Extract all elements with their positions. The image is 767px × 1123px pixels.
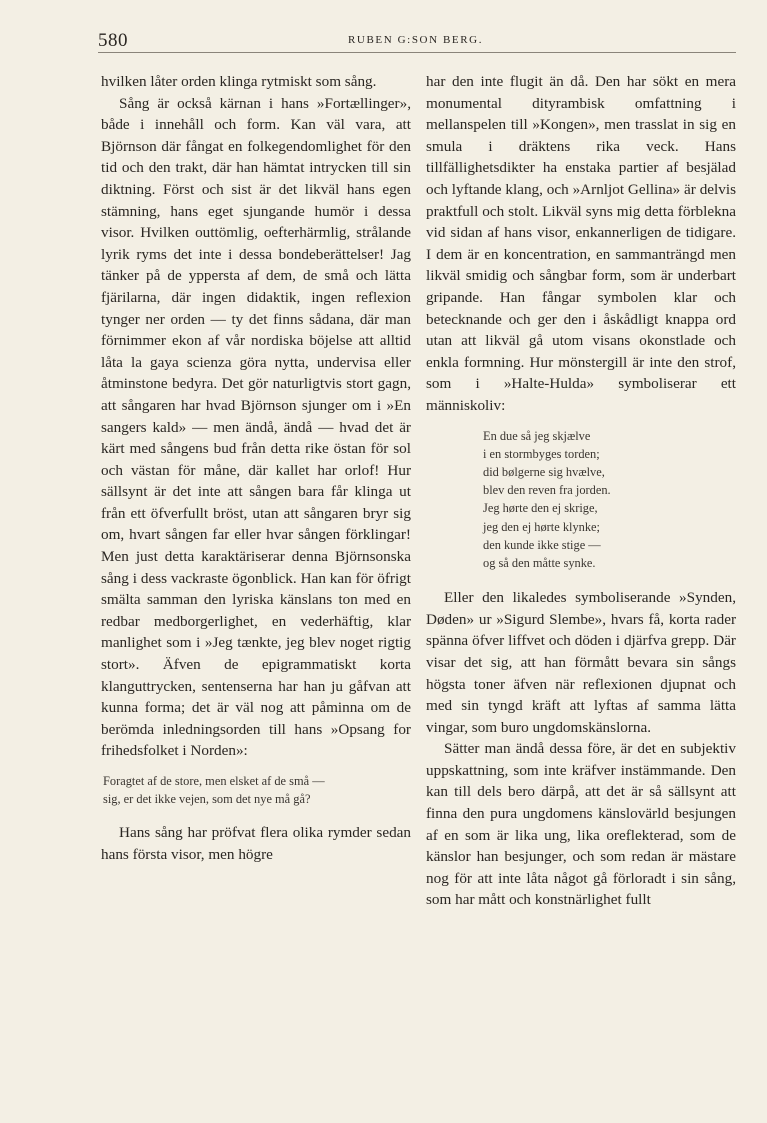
paragraph: Sång är också kärnan i hans »Fortællinger», både i innehåll och form. Kan väl vara, att Björnson där fångat en folkegendomlighet för den tid och den trakt, där han hämtat intrycken till sin diktning. Först och sist är det likväl hans egen stämning, hans eget sjungande humör i dessa visor. Hvilken outtömlig, oefterhärmlig, strålande lyrik ryms det inte i dessa bondeberättelser! Jag tänker på de yppersta af dem, de små och lätta fjärilarna, där ingen didaktik, ingen reflexion tynger ner orden — ty det finns sådana, där man förnimmer ekon af vår nordiska böjelse att alltid låta la gaya scienza göra nytta, undervisa eller åtminstone bedyra. Det gör naturligtvis stort gagn, att sångaren har hvad Björnson sjunger om i »En sangers kald» — men ändå, ändå — hvad det är kärt med sångens bud från detta rike östan för sol och västan för måne, där kallet har orlof! Hur sällsynt är det inte att sången bara får klinga ut från ett öfverfullt bröst, utan att sångaren bryr sig om, hvart sången far eller hvar sången förklingar! Men just detta karaktäriserar denna Björnsonska sång i dess vackraste ögonblick. Han kan för öfrigt smälta samman den lyriska känslans ton med en redbar medborgerlighet, en vederhäftig, klar manlighet som i »Jeg tænkte, jeg blev noget rigtig stort». Äfven de epigrammatiskt korta klanguttrycken, sentenserna har han ju gåfvan att kunna forma; det är väl nog att påminna om de berömda inledningsorden till hans »Opsang for frihedsfolket i Norden»: <box>101 94 411 760</box>
running-head: RUBEN G:SON BERG. <box>348 34 484 46</box>
poem-line: did bølgerne sig hvælve, <box>483 464 605 479</box>
poem-quote <box>483 427 736 573</box>
poem-line: i en stormbyges torden; <box>483 446 600 461</box>
paragraph: Sätter man ändå dessa före, är det en subjektiv uppskattning, som inte kräfver instämmande. Den kan till dels bero därpå, att det är så sällsynt att finna den pura ungdomens känslovärld besjungen af en som är lika ung, lika oreflekterad, som de känslor han besjunger, och som redan är mästare nog för att inte låta något gå förloradt i sin sång, som har mått och konstnärlighet fullt <box>426 740 736 909</box>
poem-line: En due så jeg skjælve <box>483 428 591 443</box>
epigram-line: Foragtet af de store, men elsket af de små — <box>103 774 325 788</box>
left-column <box>101 71 411 866</box>
paragraph: Eller den likaledes symboliserande »Synden, Døden» ur »Sigurd Slembe», hvars få, korta rader spänna öfver liffvet och döden i djärfva grepp. Där visar det sig, att han förmått bevara sin sångs högsta toner äfven när reflexionen djupnat och med sin tyngd kräft att lyftas af samma lätta vingar, som buro ungdomskänslorna. <box>426 589 736 736</box>
poem-line: Jeg hørte den ej skrige, <box>483 501 598 516</box>
paragraph: Hans sång har pröfvat flera olika rymder sedan hans första visor, men högre <box>101 824 411 863</box>
poem-line: og så den måtte synke. <box>483 555 596 570</box>
epigram-line: sig, er det ikke vejen, som det nye må gå? <box>103 792 311 807</box>
page-header <box>98 30 736 53</box>
paragraph: hvilken låter orden klinga rytmiskt som sång. <box>101 73 377 90</box>
poem-line: blev den reven fra jorden. <box>483 483 611 498</box>
right-column <box>426 71 736 911</box>
poem-line: jeg den ej hørte klynke; <box>483 519 600 534</box>
poem-line: den kunde ikke stige — <box>483 537 601 552</box>
epigram-quote <box>103 772 411 808</box>
paragraph: har den inte flugit än då. Den har sökt en mera monumental dityrambisk omfattning i mellanspelen till »Kongen», men trasslat in sig en smula i dräktens rika veck. Hans tillfällighetsdikter ha enstaka partier af besjälad och lyftande klang, och »Arnljot Gellina» är delvis praktfull och stolt. Likväl syns mig detta förblekna vid sidan af hans visor, enkannerligen de tidigare. I dem är en koncentration, en sammanträngd men likväl smidig och sångbar form, som är underbart gripande. Han fångar symbolen klar och betecknande och ger den i åskådligt knappa ord utan att likväl gå utom visans okonstlade och enkla formning. Hur mönstergill är inte den strof, som i »Halte-Hulda» symboliserar ett människoliv: <box>426 73 736 414</box>
page-number: 580 <box>98 30 128 51</box>
